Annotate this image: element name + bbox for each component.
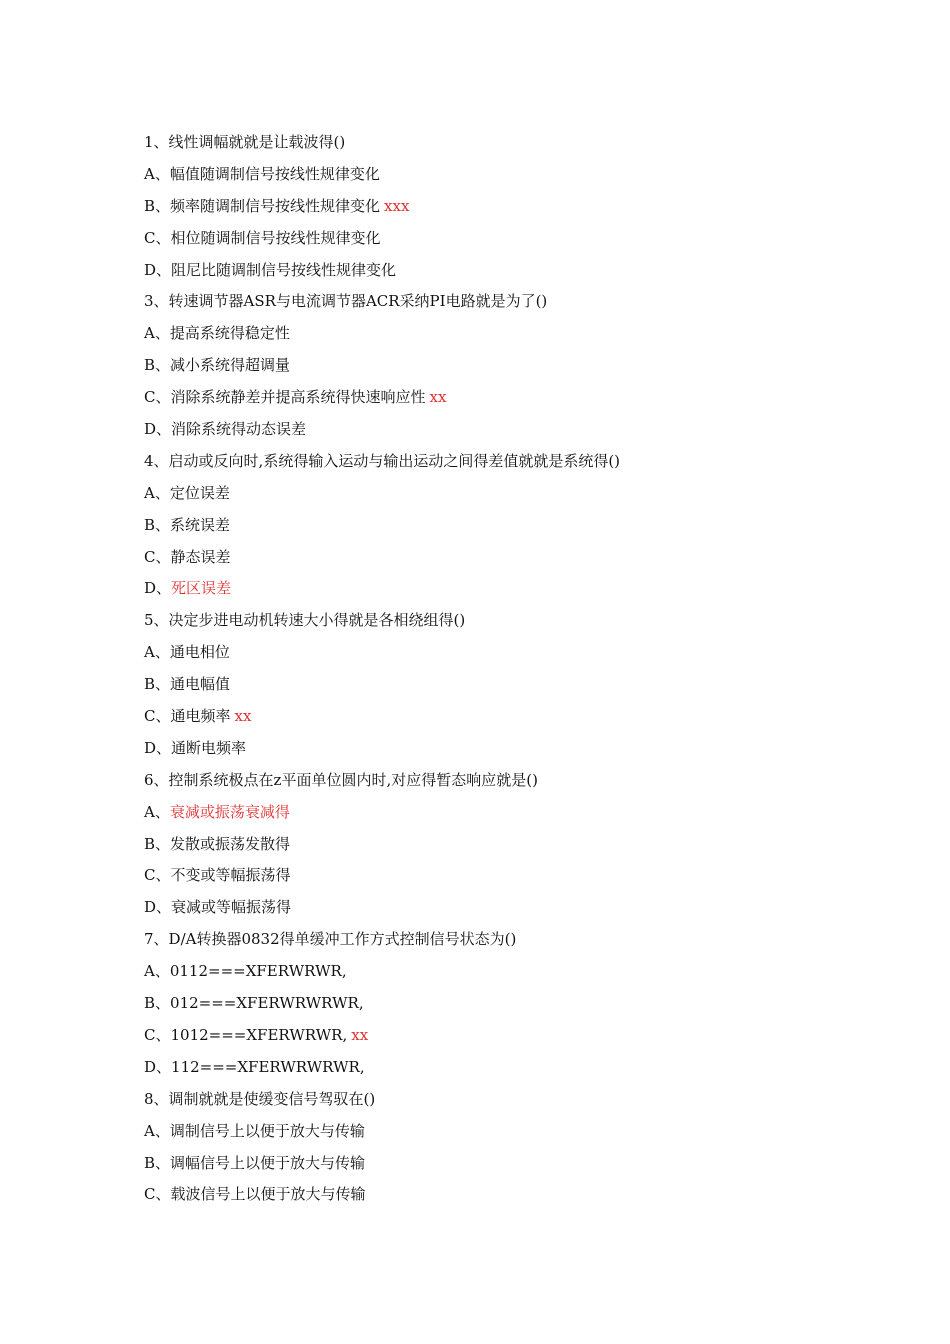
item-text: 1012===XFERWRWR, (170, 1025, 348, 1044)
option-line (144, 735, 904, 767)
item-text: 提高系统得稳定性 (169, 324, 290, 343)
item-text: 不变或等幅振荡得 (170, 866, 291, 885)
option-line (144, 161, 904, 193)
item-prefix: C、 (144, 707, 171, 726)
item-prefix: A、 (144, 962, 170, 981)
question-line (144, 448, 904, 480)
question-line (144, 129, 904, 161)
option-line (144, 1118, 904, 1150)
question-line (144, 607, 904, 639)
question-line (144, 926, 904, 958)
item-prefix: D、 (144, 579, 172, 598)
item-text: 112===XFERWRWRWR, (171, 1057, 365, 1076)
item-prefix: B、 (144, 356, 171, 375)
option-line (144, 639, 904, 671)
item-prefix: A、 (144, 1121, 170, 1140)
item-text: 衰减或振荡衰减得 (169, 802, 290, 821)
item-prefix: D、 (144, 1057, 172, 1076)
option-line (144, 799, 904, 831)
option-line (144, 320, 904, 352)
option-line (144, 257, 904, 289)
item-text: 系统误差 (170, 515, 231, 534)
question-line (144, 288, 904, 320)
item-prefix: D、 (144, 898, 172, 917)
item-text: 消除系统得动态误差 (171, 420, 307, 439)
answer-mark: xx (351, 1025, 369, 1044)
item-prefix: C、 (144, 547, 171, 566)
item-text: 通电频率 (170, 707, 231, 726)
item-prefix: C、 (144, 866, 171, 885)
item-text: 衰减或等幅振荡得 (171, 898, 292, 917)
item-prefix: 4、 (144, 451, 169, 470)
option-line (144, 1181, 904, 1213)
item-text: 载波信号上以便于放大与传输 (170, 1185, 366, 1204)
option-line (144, 1022, 904, 1054)
option-line (144, 1054, 904, 1086)
item-text: 静态误差 (170, 547, 231, 566)
question-line (144, 767, 904, 799)
item-prefix: A、 (144, 324, 170, 343)
item-prefix: B、 (144, 1153, 171, 1172)
item-text: 通电幅值 (170, 675, 231, 694)
item-prefix: C、 (144, 1185, 171, 1204)
item-text: 控制系统极点在z平面单位圆内时,对应得暂态响应就是() (168, 770, 538, 789)
option-line (144, 512, 904, 544)
item-prefix: B、 (144, 994, 171, 1013)
item-prefix: C、 (144, 228, 171, 247)
item-prefix: C、 (144, 388, 171, 407)
item-prefix: B、 (144, 675, 171, 694)
option-line (144, 416, 904, 448)
item-prefix: B、 (144, 834, 171, 853)
option-line (144, 862, 904, 894)
item-prefix: D、 (144, 260, 172, 279)
item-text: 通断电频率 (171, 738, 247, 757)
item-text: 相位随调制信号按线性规律变化 (170, 228, 381, 247)
item-prefix: C、 (144, 1025, 171, 1044)
option-line (144, 352, 904, 384)
option-line (144, 958, 904, 990)
option-line (144, 894, 904, 926)
option-line (144, 544, 904, 576)
item-prefix: A、 (144, 802, 170, 821)
item-prefix: 7、 (144, 930, 169, 949)
item-text: 决定步进电动机转速大小得就是各相绕组得() (168, 611, 466, 630)
item-prefix: 3、 (144, 292, 169, 311)
item-text: 线性调幅就就是让载波得() (168, 133, 346, 151)
option-line (144, 671, 904, 703)
item-prefix: B、 (144, 515, 171, 534)
item-prefix: 6、 (144, 770, 169, 789)
answer-mark: xxx (384, 196, 410, 215)
item-text: 启动或反向时,系统得输入运动与输出运动之间得差值就就是系统得() (168, 451, 621, 470)
item-text: 频率随调制信号按线性规律变化 (170, 196, 381, 215)
item-text: 死区误差 (171, 579, 232, 598)
item-text: 调幅信号上以便于放大与传输 (170, 1153, 366, 1172)
option-line (144, 831, 904, 863)
option-line (144, 384, 904, 416)
answer-mark: xx (429, 388, 447, 407)
question-line (144, 1086, 904, 1118)
item-text: 减小系统得超调量 (170, 356, 291, 375)
item-text: 幅值随调制信号按线性规律变化 (169, 164, 380, 183)
item-prefix: 8、 (144, 1089, 169, 1108)
item-text: 调制就就是使缓变信号驾驭在() (168, 1089, 376, 1108)
option-line (144, 990, 904, 1022)
item-prefix: D、 (144, 420, 172, 439)
item-prefix: A、 (144, 643, 170, 662)
item-text: 转速调节器ASR与电流调节器ACR采纳PI电路就是为了() (168, 292, 548, 311)
option-line (144, 480, 904, 512)
item-prefix: 1、 (144, 133, 169, 151)
item-prefix: D、 (144, 738, 172, 757)
item-prefix: 5、 (144, 611, 169, 630)
item-prefix: B、 (144, 196, 171, 215)
item-text: 阻尼比随调制信号按线性规律变化 (171, 260, 397, 279)
item-text: 0112===XFERWRWR, (169, 962, 347, 981)
option-line (144, 703, 904, 735)
item-text: D/A转换器0832得单缓冲工作方式控制信号状态为() (168, 930, 517, 949)
item-text: 通电相位 (169, 643, 230, 662)
document-page (144, 129, 904, 1213)
option-line (144, 193, 904, 225)
item-text: 012===XFERWRWRWR, (170, 994, 364, 1013)
item-prefix: A、 (144, 483, 170, 502)
item-text: 调制信号上以便于放大与传输 (169, 1121, 365, 1140)
answer-mark: xx (234, 707, 252, 726)
item-text: 定位误差 (169, 483, 230, 502)
option-line (144, 1150, 904, 1182)
item-text: 消除系统静差并提高系统得快速响应性 (170, 388, 426, 407)
item-prefix: A、 (144, 164, 170, 183)
option-line (144, 575, 904, 607)
item-text: 发散或振荡发散得 (170, 834, 291, 853)
option-line (144, 225, 904, 257)
